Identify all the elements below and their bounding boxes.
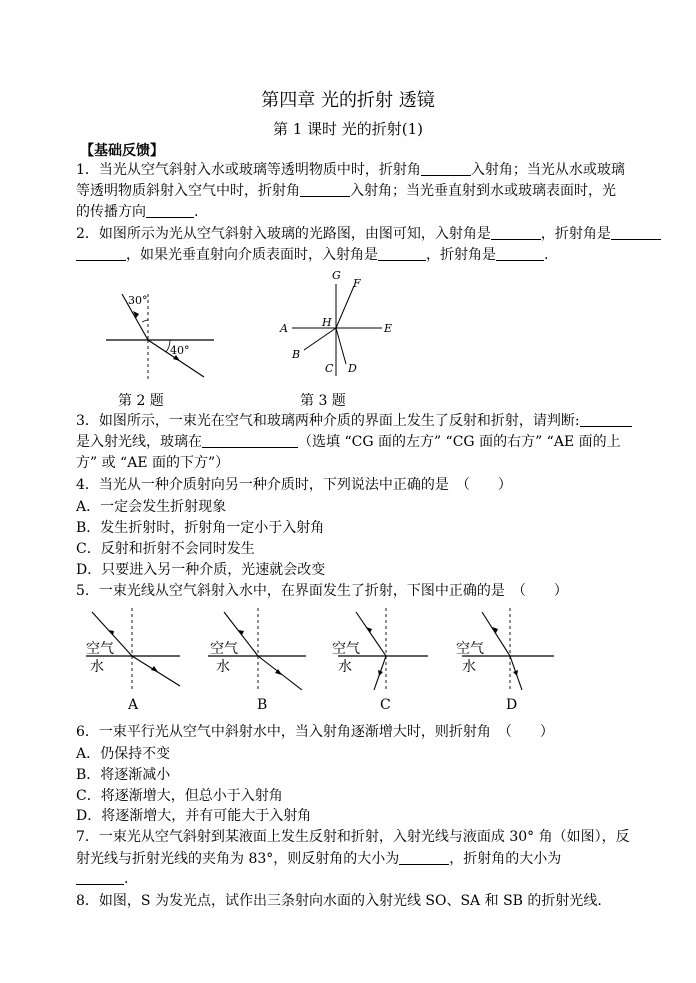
answer-blank[interactable] <box>146 203 194 218</box>
label-H: H <box>322 316 332 329</box>
q6-stem: 6．一束平行光从空气中斜射水中，当入射角逐渐增大时，则折射角 （ ） <box>76 724 554 740</box>
answer-blank[interactable] <box>399 850 449 865</box>
angle-label-40: 40° <box>170 344 190 357</box>
label-D: D <box>348 362 357 375</box>
label-F: F <box>353 277 361 290</box>
q7-line-1: 7．一束光从空气斜射到某液面上发生反射和折射，入射光线与液面成 30° 角（如图），反 <box>76 829 630 845</box>
q1-text: . <box>194 204 199 220</box>
q2-line-1 <box>76 224 661 244</box>
answer-blank[interactable] <box>202 433 298 448</box>
q5-air-label: 空气 <box>86 640 114 656</box>
answer-blank[interactable] <box>496 246 544 261</box>
label-B: B <box>292 348 301 361</box>
q1-text: 入射角；当光垂直射到水或玻璃表面时，光 <box>350 183 616 199</box>
q2-line-2 <box>76 245 548 265</box>
q1-line-1 <box>76 160 625 180</box>
q7-line-3 <box>76 869 128 889</box>
q5-air-label: 空气 <box>456 640 484 656</box>
answer-blank[interactable] <box>76 246 126 261</box>
q1-text: 等透明物质斜射入空气中时，折射角 <box>76 183 300 199</box>
figure-2-ray-diagram <box>100 284 220 384</box>
q1-text: 1．当光从空气斜射入水或玻璃等透明物质中时，折射角 <box>76 162 421 178</box>
q6-option-a[interactable]: A．仍保持不变 <box>76 746 171 762</box>
lesson-subtitle: 第 1 课时 光的折射(1) <box>272 120 424 138</box>
q6-option-c[interactable]: C．将逐渐增大，但总小于入射角 <box>76 788 283 804</box>
q4-stem: 4．当光从一种介质射向另一种介质时，下列说法中正确的是 （ ） <box>76 477 512 493</box>
answer-blank[interactable] <box>378 246 426 261</box>
q5-option-letter-d[interactable]: D <box>506 697 518 713</box>
q5-water-label: 水 <box>338 658 352 674</box>
q2-text: . <box>544 247 549 263</box>
q4-option-b[interactable]: B．发生折射时，折射角一定小于入射角 <box>76 520 325 536</box>
q5-air-label: 空气 <box>332 640 360 656</box>
q2-text: ，如果光垂直射向介质表面时，入射角是 <box>126 247 378 263</box>
figure-2-caption: 第 2 题 <box>118 393 164 409</box>
angle-label-30: 30° <box>128 294 148 307</box>
q2-text: ，折射角是 <box>540 226 611 242</box>
q3-line-3: 方” 或 “AE 面的下方”） <box>76 455 230 471</box>
answer-blank[interactable] <box>491 225 541 240</box>
q2-text: ，折射角是 <box>426 247 496 263</box>
answer-blank[interactable] <box>76 870 124 885</box>
label-G: G <box>332 269 341 282</box>
q5-option-letter-a[interactable]: A <box>128 697 139 713</box>
q5-water-label: 水 <box>462 658 476 674</box>
q3-text: 3．如图所示，一束光在空气和玻璃两种介质的界面上发生了反射和折射，请判断: <box>76 413 580 429</box>
answer-blank[interactable] <box>580 412 632 427</box>
answer-blank[interactable] <box>300 182 350 197</box>
q5-air-label: 空气 <box>210 640 238 656</box>
q1-text: 的传播方向 <box>76 204 146 220</box>
figure-3-caption: 第 3 题 <box>300 393 346 409</box>
chapter-title: 第四章 光的折射 透镜 <box>261 90 435 111</box>
q5-option-letter-c[interactable]: C <box>380 697 391 713</box>
q5-stem: 5．一束光线从空气斜射入水中，在界面发生了折射，下图中正确的是 （ ） <box>76 583 568 599</box>
q3-text: （选填 “CG 面的左方” “CG 面的右方” “AE 面的上 <box>298 434 621 450</box>
q5-option-letter-b[interactable]: B <box>257 697 268 713</box>
q6-option-b[interactable]: B．将逐渐减小 <box>76 767 171 783</box>
q7-text: . <box>124 871 129 887</box>
q4-option-d[interactable]: D．只要进入另一种介质，光速就会改变 <box>76 562 326 578</box>
q4-option-c[interactable]: C．反射和折射不会同时发生 <box>76 541 255 557</box>
answer-blank[interactable] <box>421 161 471 176</box>
q1-line-3 <box>76 202 198 222</box>
q4-option-a[interactable]: A．一定会发生折射现象 <box>76 499 227 515</box>
q7-text: 射光线与折射光线的夹角为 83°，则反射角的大小为 <box>76 851 400 867</box>
q8-line-1: 8．如图，S 为发光点，试作出三条射向水面的入射光线 SO、SA 和 SB 的折射光线. <box>76 893 602 909</box>
q1-line-2 <box>76 181 616 201</box>
q7-text: ，折射角的大小为 <box>449 851 562 867</box>
q1-text: 入射角；当光从水或玻璃 <box>470 162 625 178</box>
section-heading: 【基础反馈】 <box>80 143 164 159</box>
q2-text: 2．如图所示为光从空气斜射入玻璃的光路图，由图可知，入射角是 <box>76 226 491 242</box>
figure-3-ray-diagram <box>278 268 398 384</box>
label-A: A <box>280 322 288 335</box>
label-C: C <box>325 362 334 375</box>
q5-water-label: 水 <box>90 658 104 674</box>
q3-line-2 <box>76 432 621 452</box>
q3-line-1 <box>76 411 632 431</box>
q3-text: 是入射光线，玻璃在 <box>76 434 202 450</box>
q7-line-2 <box>76 849 561 869</box>
label-E: E <box>384 322 393 335</box>
q6-option-d[interactable]: D．将逐渐增大，并有可能大于入射角 <box>76 808 312 824</box>
answer-blank[interactable] <box>611 225 661 240</box>
q5-water-label: 水 <box>216 658 230 674</box>
